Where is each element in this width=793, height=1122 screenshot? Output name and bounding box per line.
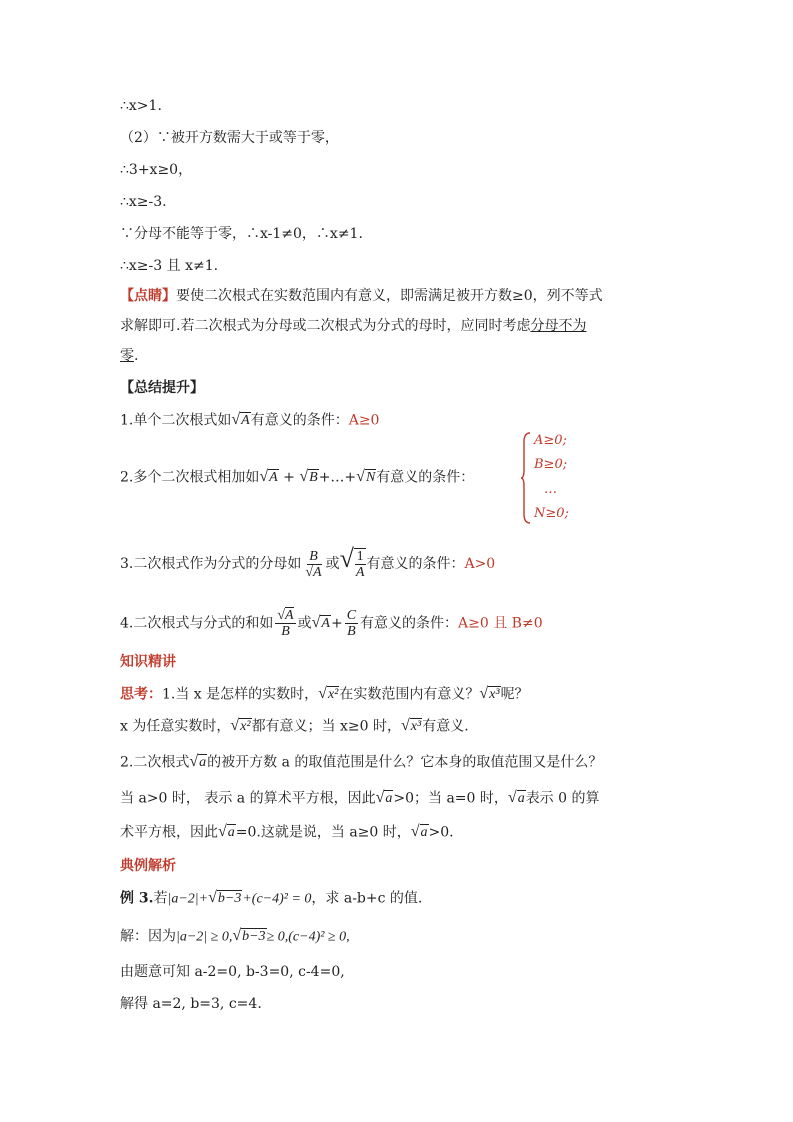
text-line: ∴x≥-3. [120, 194, 167, 210]
sqrt-expression: √a [189, 753, 207, 770]
brace-item: B≥0; [534, 457, 568, 472]
condition: A≥0 且 B≠0 [458, 615, 543, 632]
sqrt-expression: √b−3 [232, 927, 266, 944]
fraction: $\frac{√A}{B}$ [277, 608, 294, 639]
solution-line-1: 解：因为|a−2| ≥ 0,√b−3≥ 0,(c−4)² ≥ 0, [120, 926, 350, 948]
sqrt-expression: √x² [230, 717, 251, 734]
sqrt-expression: √x² [318, 685, 339, 702]
sqrt-expression: √b−3 [208, 889, 242, 906]
answer-line-1: x 为任意实数时，√x²都有意义；当 x≥0 时，√x³有意义. [120, 716, 469, 737]
sqrt-expression: √A [259, 468, 278, 485]
section-heading: 知识精讲 [120, 654, 176, 670]
underlined-text: 分母不为 [530, 318, 587, 334]
condition: A≥0 [348, 412, 380, 429]
solution-line-2: 由题意可知 a-2=0, b-3=0, c-4=0, [120, 964, 345, 980]
sqrt-expression: √a [507, 789, 525, 806]
example-label: 例 3. [120, 890, 154, 907]
example-question: 例 3.若|a−2|+√b−3+(c−4)² = 0，求 a-b+c 的值. [120, 888, 422, 910]
tip-line-1 [120, 286, 603, 306]
text-line: ∴x≥-3 且 x≠1. [120, 258, 219, 274]
brace-item: … [544, 482, 557, 497]
sqrt-expression: √ $\frac{1}{A}$ [339, 544, 365, 580]
tip-line-2: 求解即可.若二次根式为分母或二次根式为分式的母时，应同时考虑分母不为 [120, 318, 587, 334]
answer-line-2: 当 a>0 时， 表示 a 的算术平方根，因此√a>0；当 a=0 时，√a表示 0 的算 [120, 788, 600, 809]
think-line-1: 思考：1.当 x 是怎样的实数时，√x²在实数范围内有意义？√x³呢？ [120, 684, 529, 705]
sqrt-expression: √B [299, 468, 318, 485]
fraction: $\frac{C}{B}$ [346, 608, 357, 639]
sqrt-expression: √a [410, 823, 428, 840]
text-line: （2）∵被开方数需大于或等于零， [120, 130, 339, 146]
fraction: $\frac{B}{√A}$ [305, 548, 322, 580]
question-line-2: 2.二次根式√a的被开方数 a 的取值范围是什么？它本身的取值范围又是什么？ [120, 752, 602, 773]
sqrt-expression: √x³ [479, 685, 500, 702]
brace-item: N≥0; [534, 506, 569, 521]
tip-label: 【点睛】 [120, 288, 176, 304]
section-heading: 典例解析 [120, 858, 176, 874]
sqrt-expression: √a [218, 823, 235, 840]
tip-line-3: 零. [120, 348, 139, 364]
text-line: ∴3+x≥0， [120, 162, 193, 178]
sqrt-expression: √A [311, 614, 330, 631]
sqrt-expression: √x³ [401, 717, 422, 734]
summary-item-4: 4.二次根式与分式的和如 $\frac{√A}{B}$ 或√A+ $\frac{C}{B}$ 有意义的条件：A≥0 且 B≠0 [120, 608, 543, 639]
summary-heading: 【总结提升】 [120, 380, 204, 396]
sqrt-expression: √N [356, 468, 376, 485]
condition: A>0 [464, 556, 496, 572]
summary-item-3: 3.二次根式作为分式的分母如 $\frac{B}{√A}$ 或√ $\frac{1}{A}$ 有意义的条件：A>0 [120, 544, 496, 580]
text-line: ∴x>1. [120, 98, 162, 114]
summary-item-1: 1.单个二次根式如√A有意义的条件：A≥0 [120, 410, 379, 431]
sqrt-expression: √A [231, 411, 250, 428]
text-line: ∵分母不能等于零，∴x-1≠0，∴x≠1. [120, 226, 363, 242]
think-label: 思考： [120, 686, 162, 703]
brace-icon [520, 432, 532, 524]
summary-item-2: 2.多个二次根式相加如√A + √B+…+√N有意义的条件： [120, 467, 474, 488]
brace-item: A≥0; [534, 433, 567, 448]
sqrt-expression: √a [375, 789, 393, 806]
tip-text: 要使二次根式在实数范围内有意义，即需满足被开方数≥0，列不等式 [176, 288, 603, 304]
answer-line-3: 术平方根，因此√a=0.这就是说，当 a≥0 时，√a>0. [120, 822, 454, 843]
solution-line-3: 解得 a=2, b=3, c=4. [120, 996, 262, 1012]
